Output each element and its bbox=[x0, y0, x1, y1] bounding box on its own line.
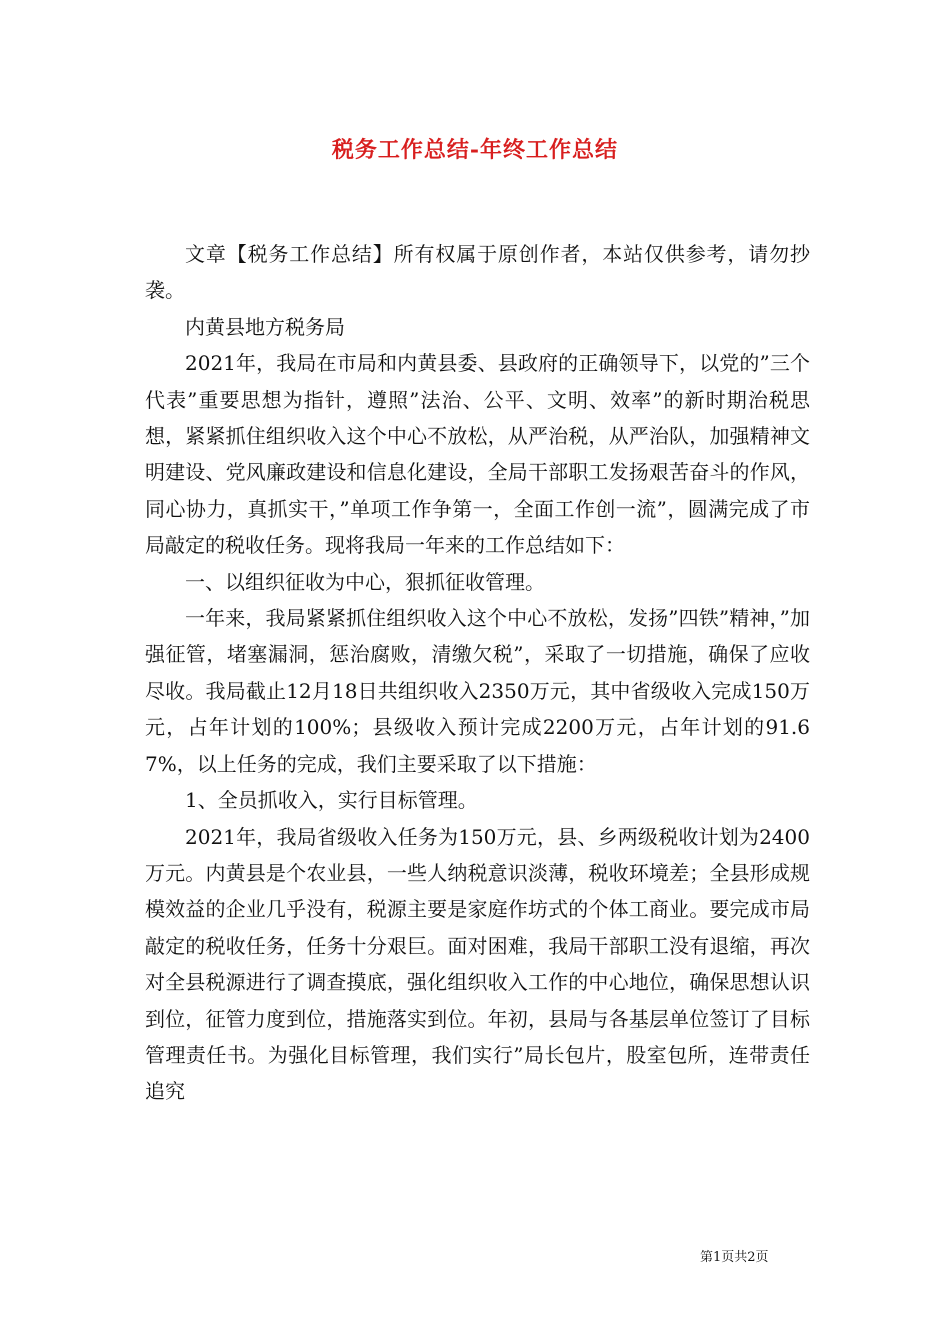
paragraph-target-management: 2021年，我局省级收入任务为150万元，县、乡两级税收计划为2400万元。内黄县是个农业县，一些人纳税意识淡薄，税收环境差；全县形成规模效益的企业几乎没有，税源主要是家庭作坊式的个体工商业。要完成市局敲定的税收任务，任务十分艰巨。面对困难，我局干部职工没有退缩，再次对全县税源进行了调查摸底，强化组织收入工作的中心地位，确保思想认识到位，征管力度到位，措施落实到位。年初，县局与各基层单位签订了目标管理责任书。为强化目标管理，我们实行”局长包片，股室包所，连带责任追究 bbox=[145, 824, 810, 1104]
document-body bbox=[145, 236, 810, 1110]
paragraph-section-heading: 一、以组织征收为中心，狠抓征收管理。 bbox=[185, 569, 545, 594]
page-number: 第1页共2页 bbox=[700, 1250, 769, 1265]
paragraph-subheading: 1、全员抓收入，实行目标管理。 bbox=[185, 788, 478, 813]
paragraph-organization: 内黄县地方税务局 bbox=[185, 314, 345, 339]
document-title: 税务工作总结-年终工作总结 bbox=[331, 137, 619, 163]
paragraph-collection-summary: 一年来，我局紧紧抓住组织收入这个中心不放松，发扬”四铁”精神，”加强征管，堵塞漏洞，惩治腐败，清缴欠税”，采取了一切措施，确保了应收尽收。我局截止12月18日共组织收入2350万元，其中省级收入完成150万元，占年计划的100%；县级收入预计完成2200万元，占年计划的91.67%，以上任务的完成，我们主要采取了以下措施： bbox=[145, 606, 810, 776]
paragraph-copyright-notice: 文章【税务工作总结】所有权属于原创作者，本站仅供参考，请勿抄袭。 bbox=[145, 242, 810, 303]
paragraph-introduction: 2021年，我局在市局和内黄县委、县政府的正确领导下，以党的”三个代表”重要思想为指针，遵照”法治、公平、文明、效率”的新时期治税思想，紧紧抓住组织收入这个中心不放松，从严治税，从严治队，加强精神文明建设、党风廉政建设和信息化建设，全局干部职工发扬艰苦奋斗的作风，同心协力，真抓实干，”单项工作争第一，全面工作创一流”，圆满完成了市局敲定的税收任务。现将我局一年来的工作总结如下： bbox=[145, 351, 810, 558]
